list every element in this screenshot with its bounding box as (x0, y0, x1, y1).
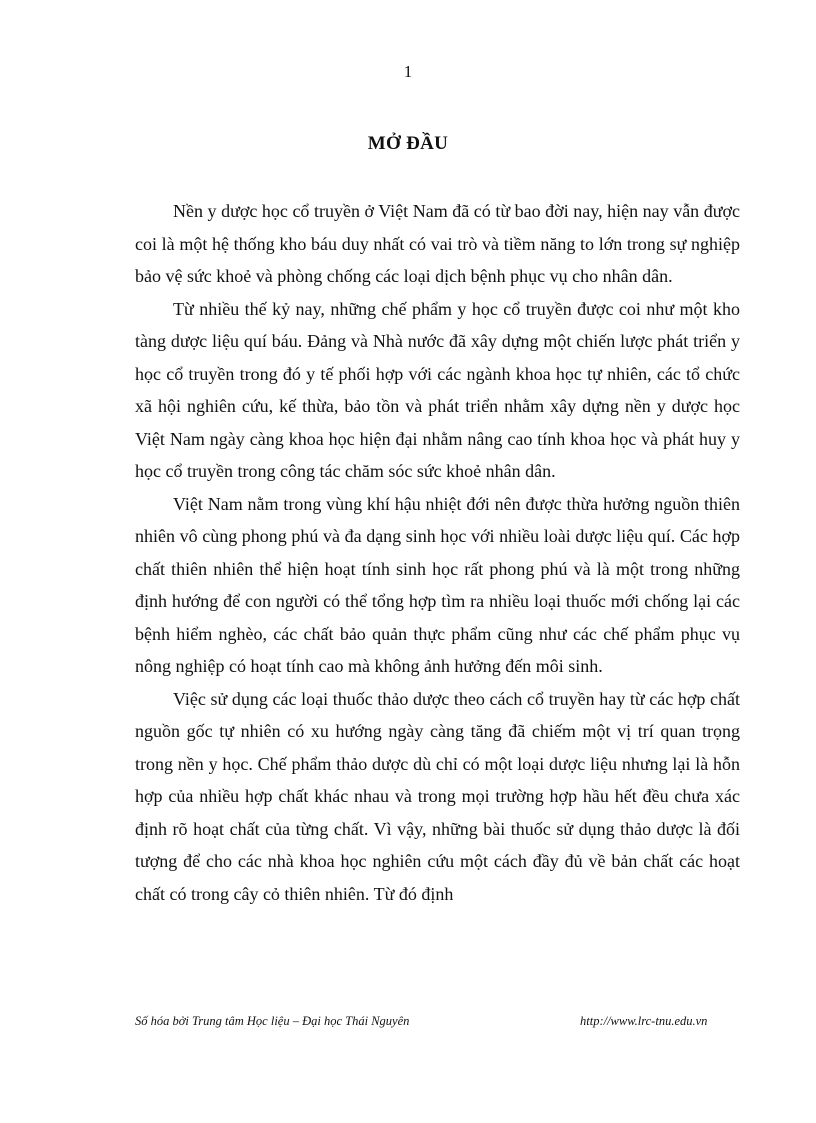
footer-source-text: Số hóa bởi Trung tâm Học liệu – Đại học Thái Nguyên (135, 1014, 410, 1028)
paragraph: Việc sử dụng các loại thuốc thảo dược theo cách cổ truyền hay từ các hợp chất nguồn gốc tự nhiên có xu hướng ngày càng tăng đã chiếm một vị trí quan trọng trong nền y học. Chế phẩm thảo dược dù chỉ có một loại dược liệu nhưng lại là hỗn hợp của nhiều hợp chất khác nhau và trong mọi trường hợp hầu hết đều chưa xác định rõ hoạt chất của từng chất. Vì vậy, những bài thuốc sử dụng thảo dược là đối tượng để cho các nhà khoa học nghiên cứu một cách đầy đủ về bản chất các hoạt chất có trong cây cỏ thiên nhiên. Từ đó định (135, 688, 740, 904)
body-text (135, 195, 740, 910)
paragraph: Từ nhiều thế kỷ nay, những chế phẩm y học cổ truyền được coi như một kho tàng dược liệu quí báu. Đảng và Nhà nước đã xây dựng một chiến lược phát triển y học cổ truyền trong đó y tế phối hợp với các ngành khoa học tự nhiên, các tổ chức xã hội nghiên cứu, kế thừa, bảo tồn và phát triển nhằm xây dựng nền y dược học Việt Nam ngày càng khoa học hiện đại nhằm nâng cao tính khoa học và phát huy y học cổ truyền trong công tác chăm sóc sức khoẻ nhân dân. (135, 298, 740, 481)
page-number: 1 (403, 62, 413, 81)
page-title: MỞ ĐẦU (367, 133, 449, 154)
paragraph: Việt Nam nằm trong vùng khí hậu nhiệt đới nên được thừa hưởng nguồn thiên nhiên vô cùng phong phú và đa dạng sinh học với nhiều loài dược liệu quí. Các hợp chất thiên nhiên thể hiện hoạt tính sinh học rất phong phú và là một trong những định hướng để con người có thể tổng hợp tìm ra nhiều loại thuốc mới chống lại các bệnh hiểm nghèo, các chất bảo quản thực phẩm cũng như các chế phẩm phục vụ nông nghiệp có hoạt tính cao mà không ảnh hưởng đến môi sinh. (135, 493, 740, 676)
paragraph: Nền y dược học cổ truyền ở Việt Nam đã có từ bao đời nay, hiện nay vẫn được coi là một hệ thống kho báu duy nhất có vai trò và tiềm năng to lớn trong sự nghiệp bảo vệ sức khoẻ và phòng chống các loại dịch bệnh phục vụ cho nhân dân. (135, 201, 740, 286)
footer-url-text: http://www.lrc-tnu.edu.vn (580, 1014, 708, 1028)
